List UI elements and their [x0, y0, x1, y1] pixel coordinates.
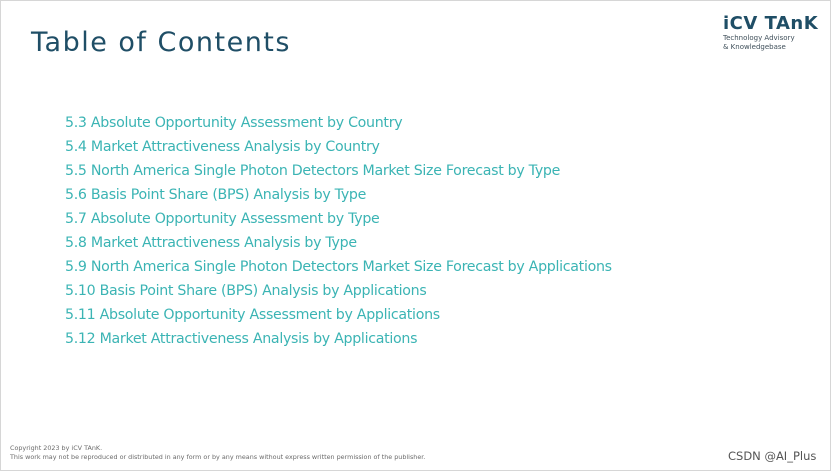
toc-item: 5.10 Basis Point Share (BPS) Analysis by Applications: [65, 283, 427, 299]
toc-list: [65, 111, 612, 351]
csdn-watermark: CSDN @AI_Plus: [728, 449, 817, 463]
toc-item: 5.6 Basis Point Share (BPS) Analysis by Type: [65, 187, 367, 203]
toc-item: 5.7 Absolute Opportunity Assessment by Type: [65, 211, 380, 227]
page-title: Table of Contents: [31, 27, 291, 58]
toc-item: 5.11 Absolute Opportunity Assessment by Applications: [65, 307, 440, 323]
copyright-notice: This work may not be reproduced or distributed in any form or by any means without express written permission of the publisher.: [10, 452, 426, 461]
logo-wordmark: iCV TAnK: [723, 13, 819, 34]
toc-item: 5.5 North America Single Photon Detectors Market Size Forecast by Type: [65, 163, 561, 179]
toc-item: 5.12 Market Attractiveness Analysis by Applications: [65, 331, 418, 347]
logo-tagline-line1: Technology Advisory: [723, 34, 795, 42]
toc-item: 5.4 Market Attractiveness Analysis by Country: [65, 139, 380, 155]
footer-copyright: [10, 444, 425, 461]
toc-item: 5.9 North America Single Photon Detectors Market Size Forecast by Applications: [65, 259, 612, 275]
brand-logo: [723, 14, 823, 52]
copyright-line: Copyright 2023 by iCV TAnK.: [10, 444, 103, 452]
toc-item: 5.3 Absolute Opportunity Assessment by Country: [65, 115, 403, 131]
logo-tagline-line2: & Knowledgebase: [723, 43, 786, 51]
toc-item: 5.8 Market Attractiveness Analysis by Type: [65, 235, 357, 251]
